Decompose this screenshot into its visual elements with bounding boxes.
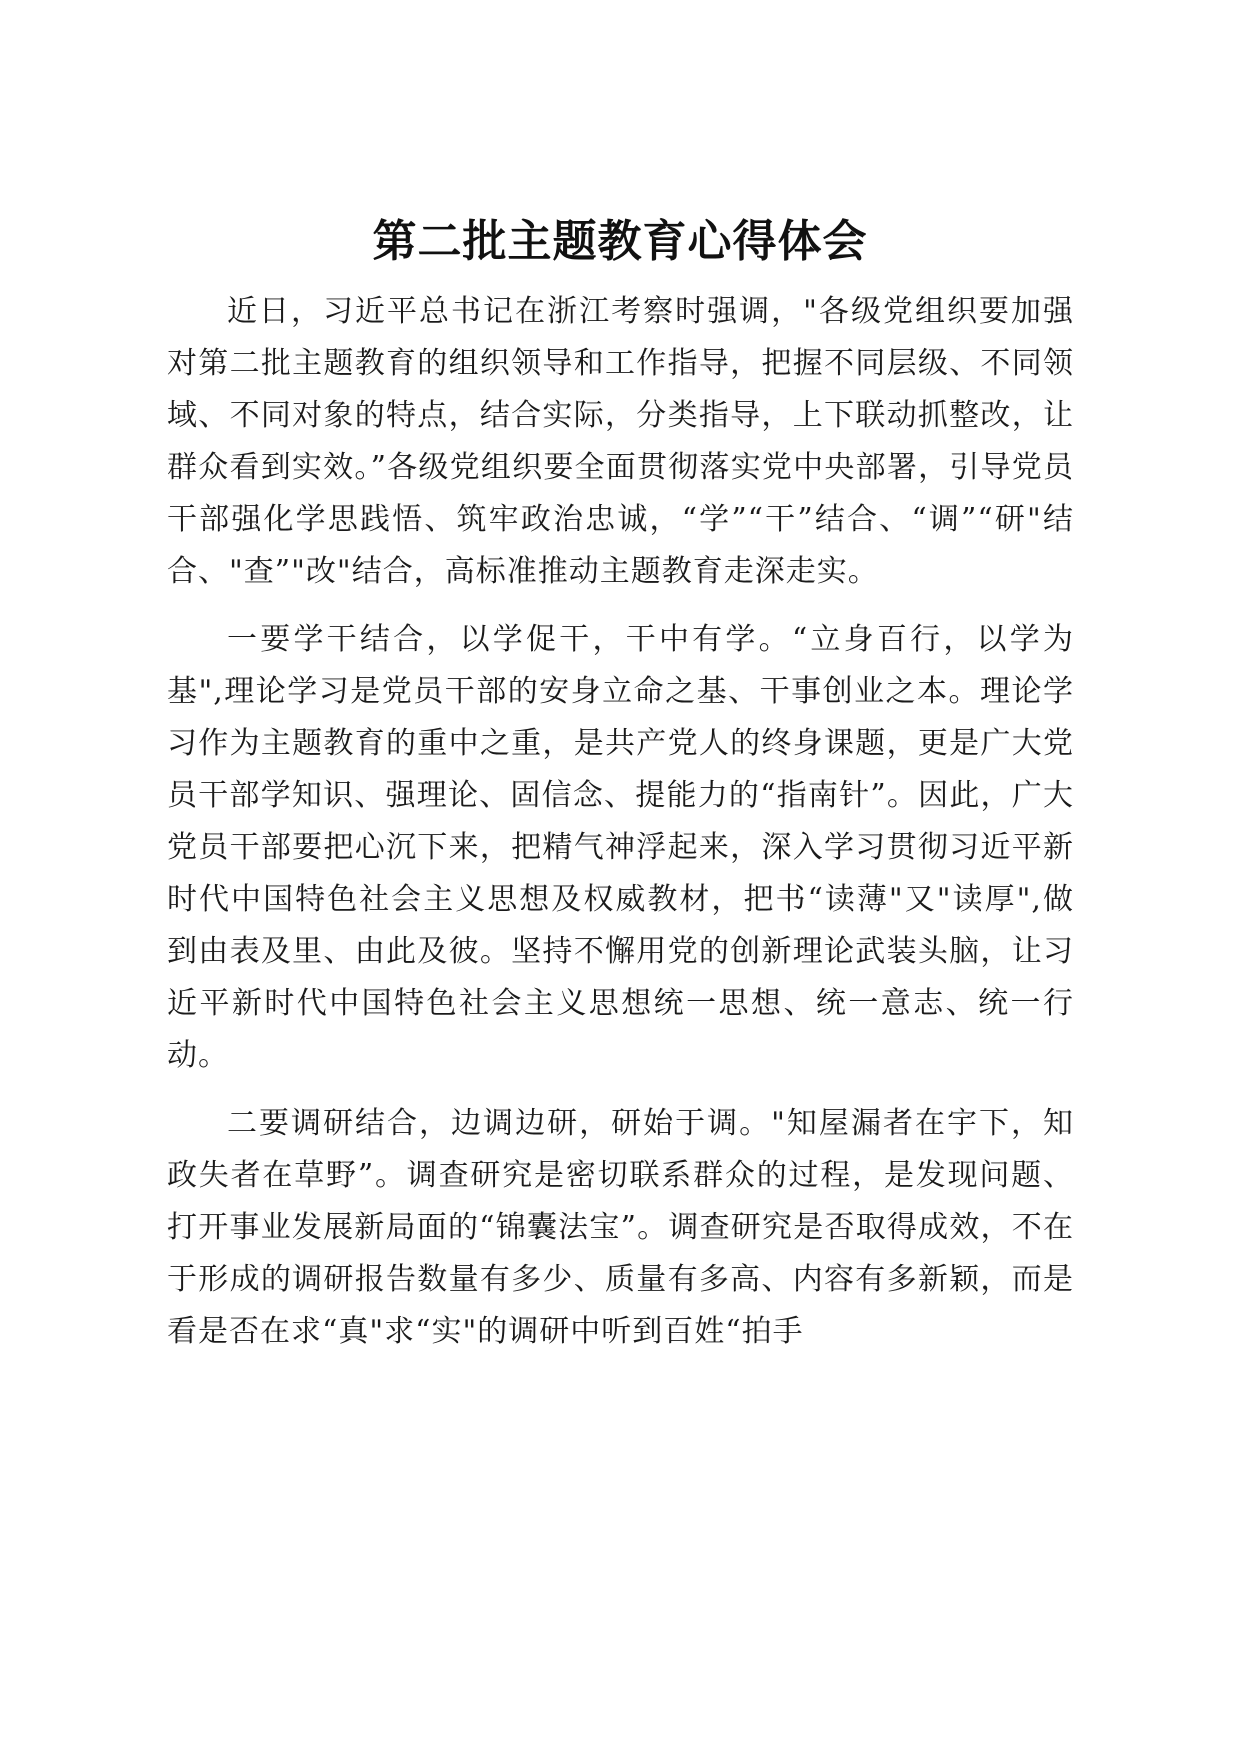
paragraph-research: 二要调研结合，边调边研，研始于调。"知屋漏者在宇下，知政失者在草野”。调查研究是密切联系群众的过程，是发现问题、打开事业发展新局面的“锦囊法宝”。调查研究是否取得成效，不在于形成的调研报告数量有多少、质量有多高、内容有多新颖，而是看是否在求“真"求“实"的调研中听到百姓“拍手 — [167, 1106, 1074, 1349]
paragraph-intro: 近日，习近平总书记在浙江考察时强调，"各级党组织要加强对第二批主题教育的组织领导和工作指导，把握不同层级、不同领域、不同对象的特点，结合实际，分类指导，上下联动抓整改，让群众看到实效。”各级党组织要全面贯彻落实党中央部署，引导党员干部强化学思践悟、筑牢政治忠诚，“学”“干”结合、“调”“研"结合、"查”"改"结合，高标准推动主题教育走深走实。 — [167, 294, 1074, 589]
document-title: 第二批主题教育心得体会 — [372, 216, 868, 267]
document-body — [167, 286, 1074, 1374]
paragraph-study-work: 一要学干结合，以学促干，干中有学。“立身百行，以学为基",理论学习是党员干部的安身立命之基、干事创业之本。理论学习作为主题教育的重中之重，是共产党人的终身课题，更是广大党员干部学知识、强理论、固信念、提能力的“指南针”。因此，广大党员干部要把心沉下来，把精气神浮起来，深入学习贯彻习近平新时代中国特色社会主义思想及权威教材，把书“读薄"又"读厚",做到由表及里、由此及彼。坚持不懈用党的创新理论武装头脑，让习近平新时代中国特色社会主义思想统一思想、统一意志、统一行动。 — [167, 622, 1074, 1073]
